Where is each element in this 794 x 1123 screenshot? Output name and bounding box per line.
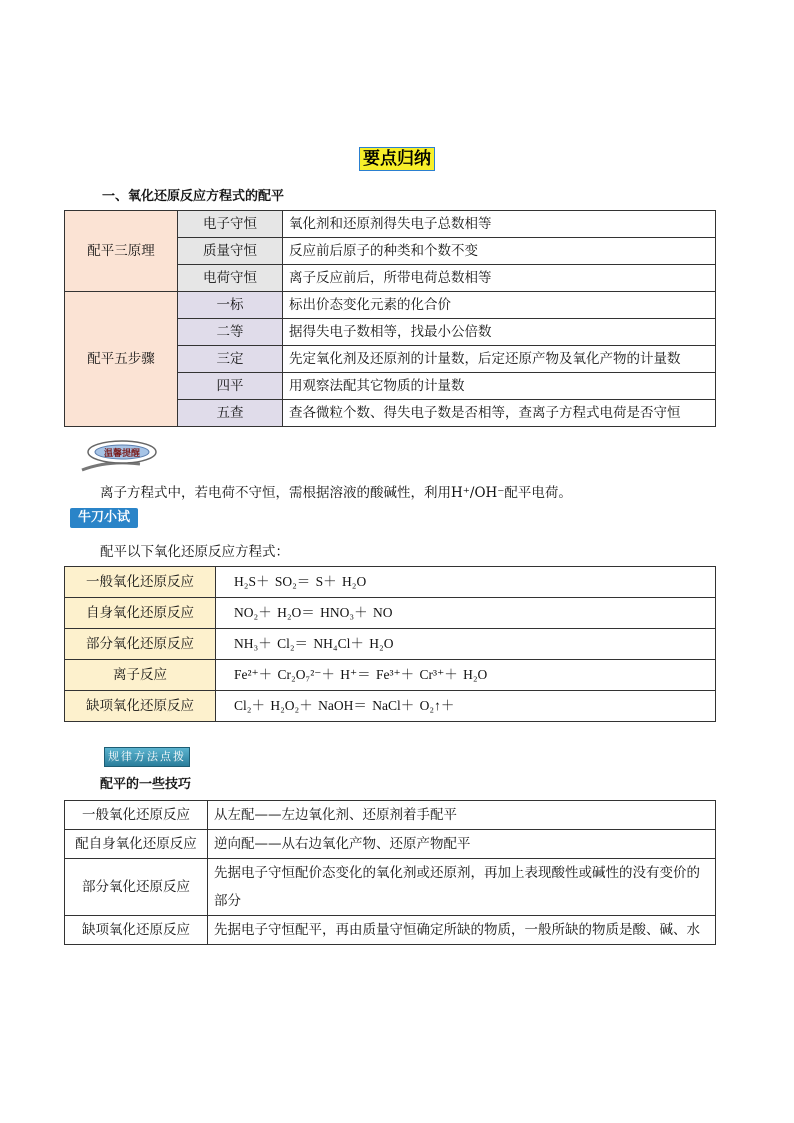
group-principles: 配平三原理 <box>65 211 178 292</box>
table-row <box>65 801 716 830</box>
method-desc: 先据电子守恒配平，再由质量守恒确定所缺的物质，一般所缺的物质是酸、碱、水 <box>208 916 716 945</box>
page-heading: 要点归纳 <box>359 147 435 171</box>
practice-badge: 牛刀小试 <box>70 508 138 528</box>
tip-badge-icon <box>78 438 158 474</box>
principle-name: 电荷守恒 <box>178 265 283 292</box>
table-row <box>65 211 716 238</box>
method-type: 配自身氧化还原反应 <box>65 830 208 859</box>
tip-badge-label: 温馨提醒 <box>103 449 141 459</box>
tip-text: 离子方程式中，若电荷不守恒，需根据溶液的酸碱性，利用H⁺/OH⁻配平电荷。 <box>100 485 572 501</box>
method-desc: 从左配——左边氧化剂、还原剂着手配平 <box>208 801 716 830</box>
principle-name: 电子守恒 <box>178 211 283 238</box>
practice-equation: Fe²⁺＋ Cr₂O₇²⁻＋ H⁺＝ Fe³⁺＋ Cr³⁺＋ H₂O <box>216 660 716 691</box>
table-row <box>65 660 716 691</box>
practice-table <box>64 566 716 722</box>
step-desc: 标出价态变化元素的化合价 <box>283 292 716 319</box>
step-name: 四平 <box>178 373 283 400</box>
practice-type: 缺项氧化还原反应 <box>65 691 216 722</box>
table-row <box>65 859 716 916</box>
practice-type: 一般氧化还原反应 <box>65 567 216 598</box>
principle-desc: 氧化剂和还原剂得失电子总数相等 <box>283 211 716 238</box>
practice-equation: NO₂＋ H₂O＝ HNO₃＋ NO <box>216 598 716 629</box>
table-row <box>65 629 716 660</box>
practice-type: 自身氧化还原反应 <box>65 598 216 629</box>
practice-equation: NH₃＋ Cl₂＝ NH₄Cl＋ H₂O <box>216 629 716 660</box>
method-type: 部分氧化还原反应 <box>65 859 208 916</box>
method-badge: 规律方法点拨 <box>104 747 190 767</box>
practice-type: 部分氧化还原反应 <box>65 629 216 660</box>
step-name: 五查 <box>178 400 283 427</box>
section-title: 一、氧化还原反应方程式的配平 <box>102 189 285 204</box>
practice-equation: H₂S＋ SO₂＝ S＋ H₂O <box>216 567 716 598</box>
table-row <box>65 567 716 598</box>
principle-desc: 反应前后原子的种类和个数不变 <box>283 238 716 265</box>
step-name: 一标 <box>178 292 283 319</box>
method-table <box>64 800 716 945</box>
principle-desc: 离子反应前后，所带电荷总数相等 <box>283 265 716 292</box>
principle-name: 质量守恒 <box>178 238 283 265</box>
step-name: 三定 <box>178 346 283 373</box>
step-desc: 查各微粒个数、得失电子数是否相等，查离子方程式电荷是否守恒 <box>283 400 716 427</box>
practice-equation: Cl₂＋ H₂O₂＋ NaOH＝ NaCl＋ O₂↑＋ <box>216 691 716 722</box>
method-desc: 先据电子守恒配价态变化的氧化剂或还原剂，再加上表现酸性或碱性的没有变价的部分 <box>208 859 716 916</box>
method-type: 一般氧化还原反应 <box>65 801 208 830</box>
practice-intro: 配平以下氧化还原反应方程式： <box>100 544 289 560</box>
balancing-table <box>64 210 716 427</box>
table-row <box>65 916 716 945</box>
method-title: 配平的一些技巧 <box>100 777 192 792</box>
method-desc: 逆向配——从右边氧化产物、还原产物配平 <box>208 830 716 859</box>
step-desc: 用观察法配其它物质的计量数 <box>283 373 716 400</box>
group-steps: 配平五步骤 <box>65 292 178 427</box>
practice-type: 离子反应 <box>65 660 216 691</box>
table-row <box>65 292 716 319</box>
step-desc: 先定氧化剂及还原剂的计量数，后定还原产物及氧化产物的计量数 <box>283 346 716 373</box>
step-name: 二等 <box>178 319 283 346</box>
step-desc: 据得失电子数相等，找最小公倍数 <box>283 319 716 346</box>
table-row <box>65 598 716 629</box>
table-row <box>65 830 716 859</box>
method-type: 缺项氧化还原反应 <box>65 916 208 945</box>
table-row <box>65 691 716 722</box>
